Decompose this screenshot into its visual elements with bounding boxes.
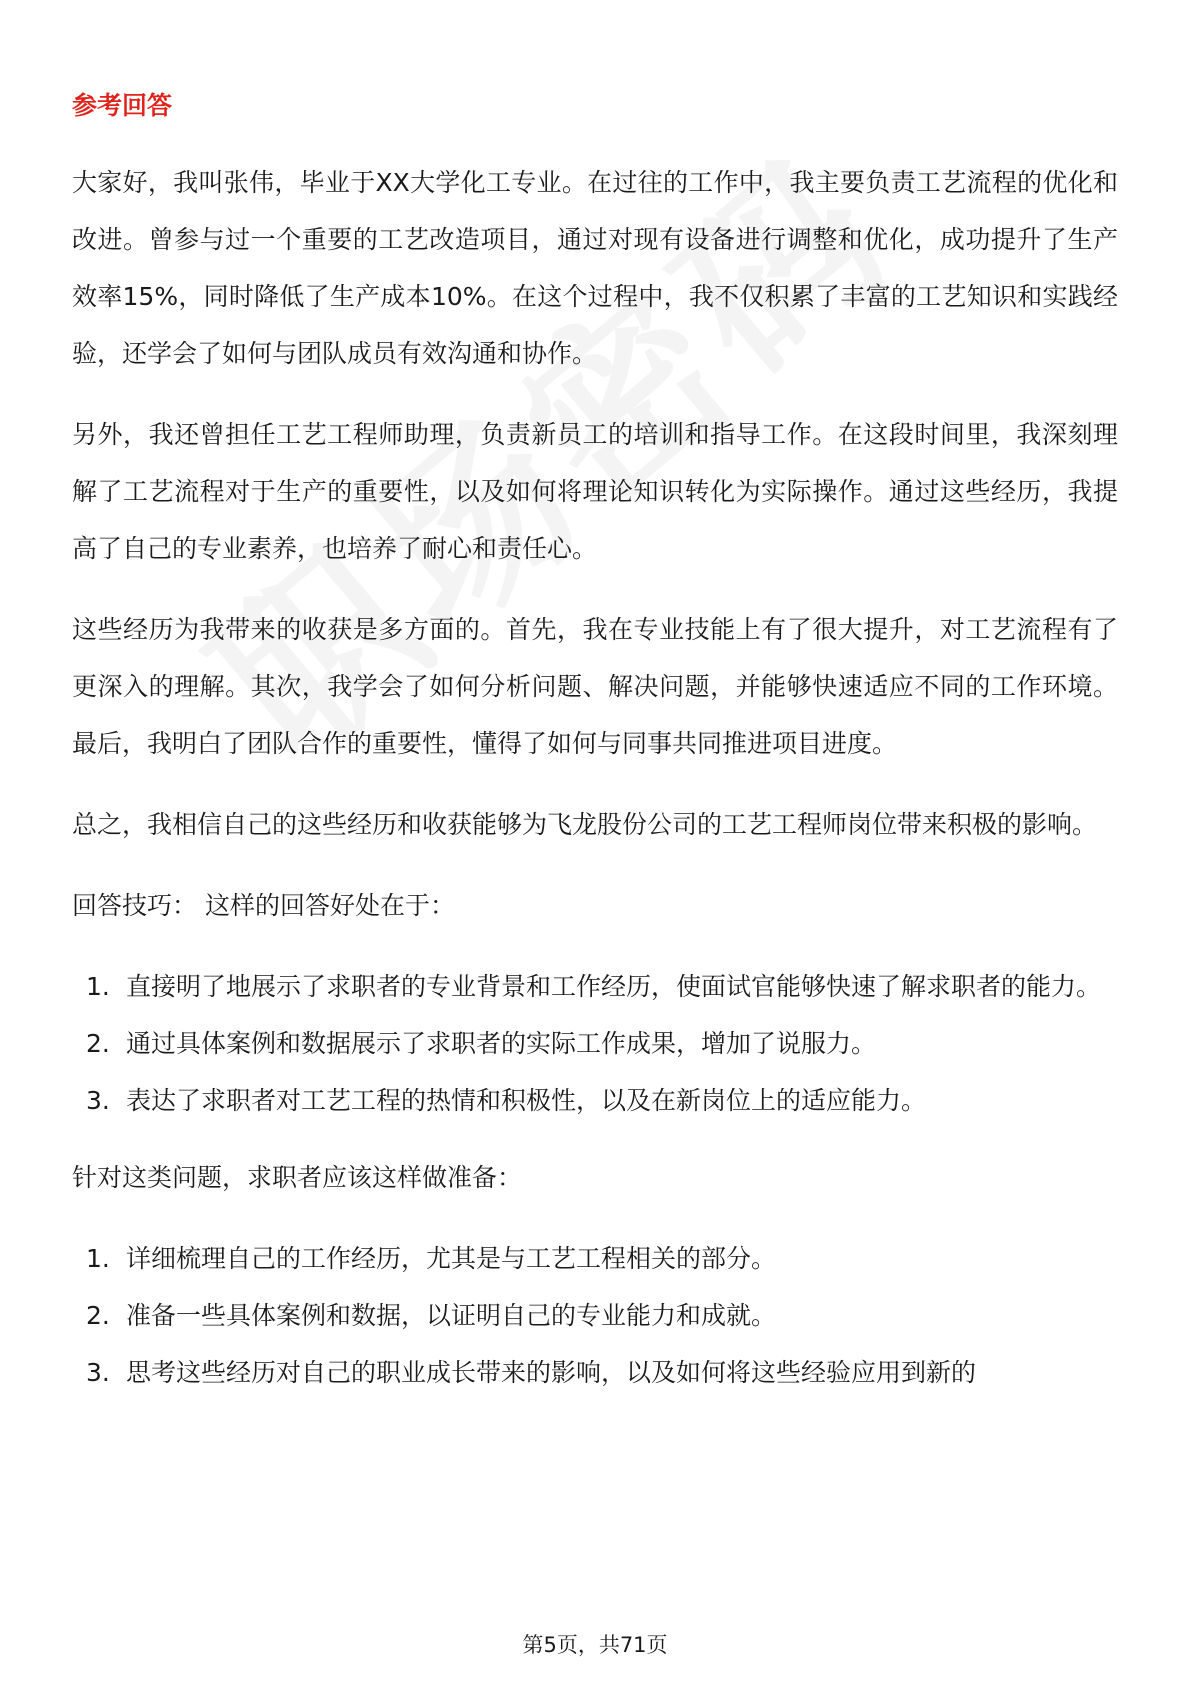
- list-number: 1.: [86, 1244, 110, 1273]
- paragraph-intro-3: 这些经历为我带来的收获是多方面的。首先，我在专业技能上有了很大提升，对工艺流程有了更深入的理解。其次，我学会了如何分析问题、解决问题，并能够快速适应不同的工作环境。最后，我明白了团队合作的重要性，懂得了如何与同事共同推进项目进度。: [72, 615, 1118, 758]
- list-item: [72, 1287, 1118, 1344]
- list-item: [72, 1015, 1118, 1072]
- list-text: 详细梳理自己的工作经历，尤其是与工艺工程相关的部分。: [126, 1244, 777, 1273]
- prep-intro: 针对这类问题，求职者应该这样做准备：: [72, 1163, 523, 1192]
- list-number: 3.: [86, 1086, 110, 1115]
- page-footer: 第5页，共71页: [522, 1633, 668, 1657]
- list-number: 2.: [86, 1301, 110, 1330]
- tips-intro: 回答技巧： 这样的回答好处在于：: [72, 891, 455, 920]
- list-item: [72, 1072, 1118, 1129]
- list-text: 通过具体案例和数据展示了求职者的实际工作成果，增加了说服力。: [126, 1029, 877, 1058]
- list-text: 准备一些具体案例和数据，以证明自己的专业能力和成就。: [126, 1301, 777, 1330]
- prep-list: [72, 1230, 1118, 1401]
- list-item: [72, 958, 1118, 1015]
- paragraph-intro-1: 大家好，我叫张伟，毕业于XX大学化工专业。在过往的工作中，我主要负责工艺流程的优化和改进。曾参与过一个重要的工艺改造项目，通过对现有设备进行调整和优化，成功提升了生产效率15%，同时降低了生产成本10%。在这个过程中，我不仅积累了丰富的工艺知识和实践经验，还学会了如何与团队成员有效沟通和协作。: [72, 168, 1118, 368]
- list-text: 表达了求职者对工艺工程的热情和积极性，以及在新岗位上的适应能力。: [126, 1086, 927, 1115]
- list-text: 直接明了地展示了求职者的专业背景和工作经历，使面试官能够快速了解求职者的能力。: [126, 972, 1102, 1001]
- list-item: [72, 1230, 1118, 1287]
- tips-list: [72, 958, 1118, 1129]
- list-text: 思考这些经历对自己的职业成长带来的影响，以及如何将这些经验应用到新的: [126, 1358, 977, 1387]
- paragraph-intro-2: 另外，我还曾担任工艺工程师助理，负责新员工的培训和指导工作。在这段时间里，我深刻理解了工艺流程对于生产的重要性，以及如何将理论知识转化为实际操作。通过这些经历，我提高了自己的专业素养，也培养了耐心和责任心。: [72, 420, 1118, 563]
- list-number: 3.: [86, 1358, 110, 1387]
- section-heading: 参考回答: [72, 91, 173, 120]
- content-area: [72, 90, 1118, 1421]
- paragraph-intro-4: 总之，我相信自己的这些经历和收获能够为飞龙股份公司的工艺工程师岗位带来积极的影响。: [72, 810, 1098, 839]
- list-number: 1.: [86, 972, 110, 1001]
- list-item: [72, 1344, 1118, 1401]
- list-number: 2.: [86, 1029, 110, 1058]
